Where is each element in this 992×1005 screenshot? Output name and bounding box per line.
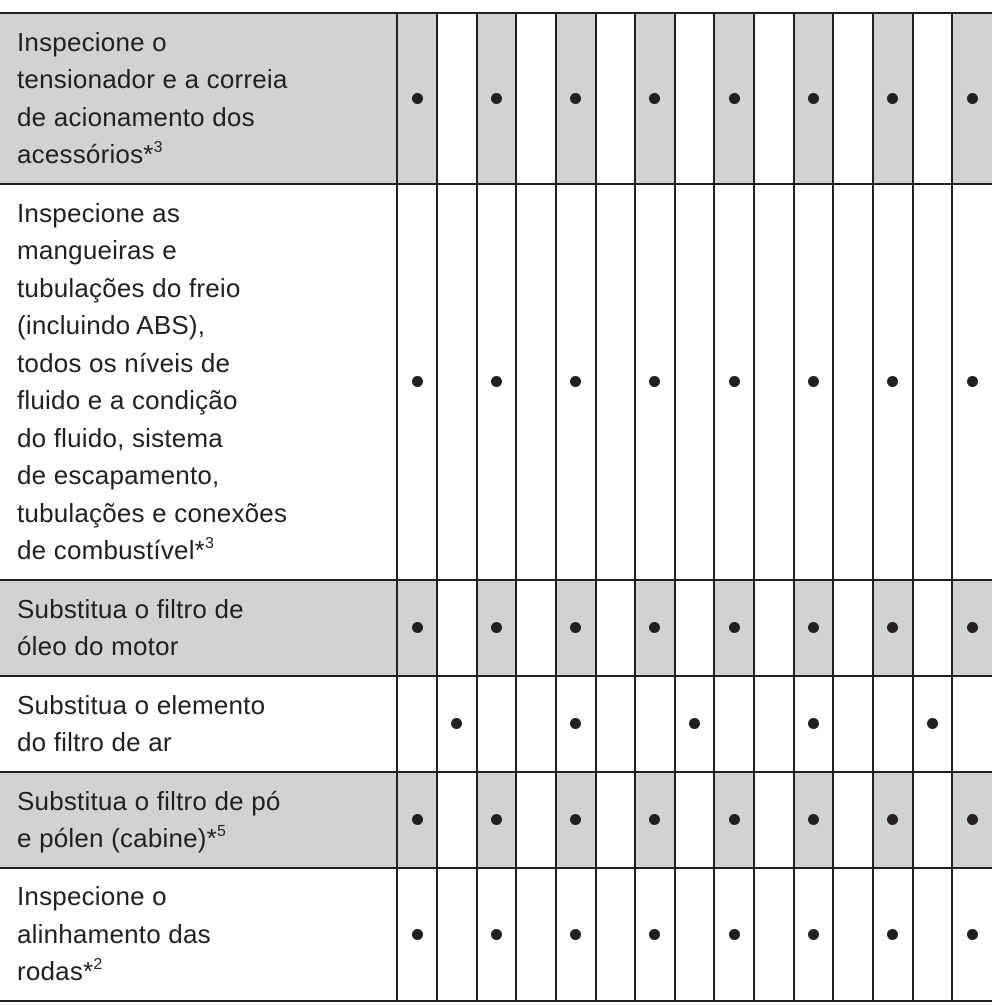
- task-line: tubulações e conexões: [17, 497, 288, 528]
- service-dot-icon: [649, 814, 660, 825]
- service-dot-icon: [808, 93, 819, 104]
- interval-cell: [794, 13, 834, 184]
- service-dot-icon: [649, 93, 660, 104]
- interval-cell: [516, 676, 556, 772]
- task-description: [0, 772, 397, 868]
- task-line: Inspecione as: [17, 197, 181, 228]
- interval-cell: [675, 580, 715, 676]
- interval-cell: [477, 676, 517, 772]
- interval-cell: [833, 580, 873, 676]
- task-description: [0, 580, 397, 676]
- interval-cell: [952, 580, 992, 676]
- task-line: acessórios*: [17, 139, 154, 169]
- service-dot-icon: [887, 814, 898, 825]
- interval-cell: [635, 868, 675, 1001]
- interval-cell: [516, 184, 556, 580]
- service-dot-icon: [887, 93, 898, 104]
- interval-cell: [754, 184, 794, 580]
- service-dot-icon: [570, 93, 581, 104]
- task-line: de combustível*: [17, 535, 205, 565]
- interval-cell: [477, 772, 517, 868]
- interval-cell: [794, 868, 834, 1001]
- table-row: [0, 580, 992, 676]
- footnote-ref: 2: [93, 956, 103, 974]
- interval-cell: [913, 868, 953, 1001]
- interval-cell: [437, 13, 477, 184]
- task-line: Substitua o filtro de pó: [17, 785, 281, 816]
- interval-cell: [556, 676, 596, 772]
- service-dot-icon: [649, 929, 660, 940]
- table-row: [0, 184, 992, 580]
- task-description: [0, 13, 397, 184]
- interval-cell: [714, 13, 754, 184]
- service-dot-icon: [649, 622, 660, 633]
- interval-cell: [675, 868, 715, 1001]
- interval-cell: [913, 676, 953, 772]
- interval-cell: [596, 580, 636, 676]
- interval-cell: [556, 868, 596, 1001]
- interval-cell: [952, 772, 992, 868]
- service-dot-icon: [451, 718, 462, 729]
- interval-cell: [596, 772, 636, 868]
- task-line: fluido e a condição: [17, 385, 238, 415]
- interval-cell: [437, 676, 477, 772]
- interval-cell: [477, 184, 517, 580]
- interval-cell: [437, 184, 477, 580]
- interval-cell: [833, 868, 873, 1001]
- interval-cell: [397, 868, 437, 1001]
- service-dot-icon: [570, 718, 581, 729]
- interval-cell: [437, 580, 477, 676]
- interval-cell: [952, 868, 992, 1001]
- service-dot-icon: [729, 929, 740, 940]
- task-line: mangueiras e: [17, 235, 177, 265]
- interval-cell: [913, 772, 953, 868]
- interval-cell: [675, 184, 715, 580]
- interval-cell: [397, 772, 437, 868]
- interval-cell: [833, 772, 873, 868]
- interval-cell: [675, 772, 715, 868]
- service-dot-icon: [491, 929, 502, 940]
- interval-cell: [516, 772, 556, 868]
- interval-cell: [516, 580, 556, 676]
- interval-cell: [833, 676, 873, 772]
- interval-cell: [477, 13, 517, 184]
- interval-cell: [635, 676, 675, 772]
- interval-cell: [596, 184, 636, 580]
- interval-cell: [794, 580, 834, 676]
- interval-cell: [952, 13, 992, 184]
- task-line: óleo do motor: [17, 631, 179, 661]
- service-dot-icon: [491, 814, 502, 825]
- interval-cell: [437, 772, 477, 868]
- interval-cell: [913, 580, 953, 676]
- task-description: [0, 868, 397, 1001]
- service-dot-icon: [412, 622, 423, 633]
- interval-cell: [397, 184, 437, 580]
- interval-cell: [754, 868, 794, 1001]
- service-dot-icon: [729, 93, 740, 104]
- interval-cell: [635, 184, 675, 580]
- service-dot-icon: [967, 93, 978, 104]
- service-dot-icon: [887, 622, 898, 633]
- service-dot-icon: [967, 814, 978, 825]
- interval-cell: [437, 868, 477, 1001]
- service-dot-icon: [887, 376, 898, 387]
- interval-cell: [477, 580, 517, 676]
- task-line: de escapamento,: [17, 460, 220, 490]
- service-dot-icon: [729, 622, 740, 633]
- service-dot-icon: [412, 376, 423, 387]
- task-line: do filtro de ar: [17, 727, 172, 757]
- service-dot-icon: [808, 718, 819, 729]
- service-dot-icon: [570, 622, 581, 633]
- task-line: tensionador e a correia: [17, 64, 288, 94]
- interval-cell: [873, 580, 913, 676]
- service-dot-icon: [967, 376, 978, 387]
- interval-cell: [714, 580, 754, 676]
- interval-cell: [596, 13, 636, 184]
- footnote-ref: 3: [204, 535, 215, 552]
- service-dot-icon: [491, 376, 502, 387]
- service-dot-icon: [729, 376, 740, 387]
- table-row: [0, 676, 992, 772]
- interval-cell: [556, 13, 596, 184]
- interval-cell: [556, 184, 596, 580]
- interval-cell: [714, 184, 754, 580]
- interval-cell: [596, 868, 636, 1001]
- interval-cell: [516, 868, 556, 1001]
- service-dot-icon: [808, 929, 819, 940]
- interval-cell: [873, 676, 913, 772]
- table-row: [0, 772, 992, 868]
- interval-cell: [952, 676, 992, 772]
- interval-cell: [873, 184, 913, 580]
- interval-cell: [714, 772, 754, 868]
- service-dot-icon: [649, 376, 660, 387]
- interval-cell: [397, 13, 437, 184]
- task-line: do fluido, sistema: [17, 422, 223, 453]
- service-dot-icon: [689, 718, 700, 729]
- interval-cell: [397, 580, 437, 676]
- interval-cell: [397, 676, 437, 772]
- interval-cell: [873, 13, 913, 184]
- task-line: (incluindo ABS),: [17, 310, 206, 340]
- service-dot-icon: [887, 929, 898, 940]
- task-line: e pólen (cabine)*: [17, 823, 217, 853]
- task-description: [0, 676, 397, 772]
- interval-cell: [596, 676, 636, 772]
- service-dot-icon: [412, 814, 423, 825]
- service-dot-icon: [729, 814, 740, 825]
- interval-cell: [754, 772, 794, 868]
- service-dot-icon: [412, 929, 423, 940]
- service-dot-icon: [967, 929, 978, 940]
- table-row: [0, 13, 992, 184]
- interval-cell: [714, 868, 754, 1001]
- interval-cell: [635, 580, 675, 676]
- interval-cell: [754, 13, 794, 184]
- interval-cell: [556, 772, 596, 868]
- footnote-ref: 3: [153, 139, 163, 156]
- service-dot-icon: [491, 622, 502, 633]
- task-line: Inspecione o: [17, 26, 167, 57]
- service-dot-icon: [491, 93, 502, 104]
- interval-cell: [952, 184, 992, 580]
- task-description: [0, 184, 397, 580]
- service-dot-icon: [808, 376, 819, 387]
- interval-cell: [873, 772, 913, 868]
- service-dot-icon: [808, 814, 819, 825]
- service-dot-icon: [967, 622, 978, 633]
- interval-cell: [714, 676, 754, 772]
- interval-cell: [794, 772, 834, 868]
- interval-cell: [556, 580, 596, 676]
- service-dot-icon: [570, 929, 581, 940]
- maintenance-table: [0, 12, 992, 1002]
- interval-cell: [477, 868, 517, 1001]
- interval-cell: [913, 184, 953, 580]
- service-dot-icon: [570, 376, 581, 387]
- service-dot-icon: [412, 93, 423, 104]
- interval-cell: [754, 676, 794, 772]
- interval-cell: [913, 13, 953, 184]
- service-dot-icon: [927, 718, 938, 729]
- task-line: alinhamento das: [17, 918, 211, 949]
- task-line: Inspecione o: [17, 881, 167, 912]
- interval-cell: [754, 580, 794, 676]
- task-line: de acionamento dos: [17, 101, 255, 132]
- interval-cell: [833, 13, 873, 184]
- service-dot-icon: [808, 622, 819, 633]
- task-line: rodas*: [17, 956, 94, 987]
- task-line: tubulações do freio: [17, 272, 241, 303]
- interval-cell: [635, 13, 675, 184]
- interval-cell: [794, 184, 834, 580]
- interval-cell: [635, 772, 675, 868]
- task-line: todos os níveis de: [17, 347, 231, 378]
- interval-cell: [873, 868, 913, 1001]
- task-line: Substitua o filtro de: [17, 593, 244, 624]
- task-line: Substitua o elemento: [17, 689, 266, 720]
- interval-cell: [675, 13, 715, 184]
- footnote-ref: 5: [216, 823, 227, 840]
- interval-cell: [794, 676, 834, 772]
- table-row: [0, 868, 992, 1001]
- interval-cell: [675, 676, 715, 772]
- interval-cell: [516, 13, 556, 184]
- interval-cell: [833, 184, 873, 580]
- service-dot-icon: [570, 814, 581, 825]
